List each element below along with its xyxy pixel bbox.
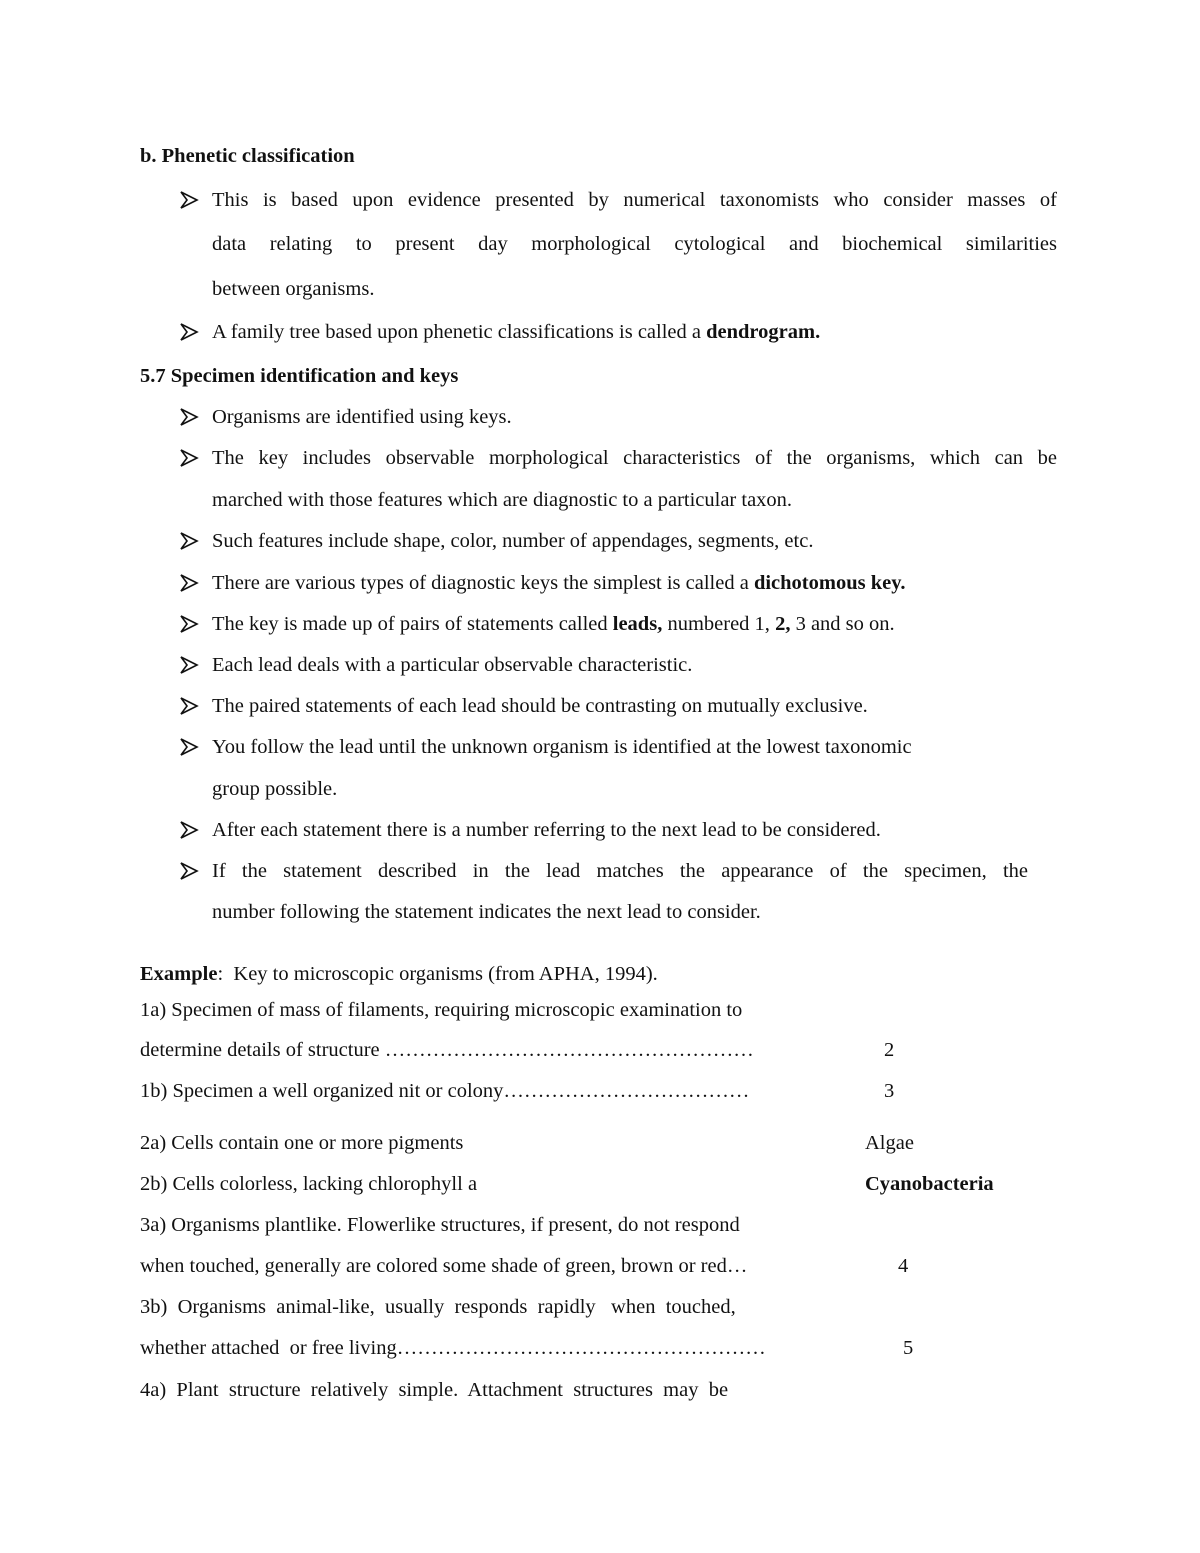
key-result: Cyanobacteria xyxy=(865,1173,994,1195)
bullet-text: Such features include shape, color, number of appendages, segments, etc. xyxy=(212,530,814,552)
key-next-lead-number: 4 xyxy=(898,1255,909,1277)
bullet-text: Organisms are identified using keys. xyxy=(212,406,512,428)
bullet-arrow-icon xyxy=(179,655,199,675)
key-line-3a-cont: when touched, generally are colored some shade of green, brown or red… xyxy=(140,1255,748,1277)
bullet-arrow-icon xyxy=(179,861,199,881)
bullet-text: group possible. xyxy=(212,778,338,800)
key-line-2b: 2b) Cells colorless, lacking chlorophyll a xyxy=(140,1173,478,1195)
key-line-1b: 1b) Specimen a well organized nit or colony……………………………… xyxy=(140,1080,750,1102)
bold-term: leads, xyxy=(612,613,663,635)
key-line-2a: 2a) Cells contain one or more pigments xyxy=(140,1132,464,1154)
key-line-1a: 1a) Specimen of mass of filaments, requiring microscopic examination to xyxy=(140,999,743,1021)
bullet-arrow-icon xyxy=(179,737,199,757)
bullet-text: If the statement described in the lead matches the appearance of the specimen, the xyxy=(212,860,1028,882)
section-heading-phenetic: b. Phenetic classification xyxy=(140,145,355,167)
key-result: Algae xyxy=(865,1132,914,1154)
bullet-arrow-icon xyxy=(179,322,199,342)
bullet-text: After each statement there is a number referring to the next lead to be considered. xyxy=(212,819,881,841)
bullet-text: number following the statement indicates the next lead to consider. xyxy=(212,901,761,923)
key-line-3b: 3b) Organisms animal-like, usually responds rapidly when touched, xyxy=(140,1296,736,1318)
key-line-1a-cont: determine details of structure ……………………………………………… xyxy=(140,1039,754,1061)
example-label: Example xyxy=(140,963,218,985)
bullet-text: The key is made up of pairs of statements called leads, numbered 1, 2, 3 and so on. xyxy=(212,613,895,635)
bullet-text: You follow the lead until the unknown organism is identified at the lowest taxonomic xyxy=(212,736,912,758)
section-heading-keys: 5.7 Specimen identification and keys xyxy=(140,365,459,387)
bullet-arrow-icon xyxy=(179,407,199,427)
bullet-arrow-icon xyxy=(179,696,199,716)
key-next-lead-number: 2 xyxy=(884,1039,895,1061)
key-line-3b-cont: whether attached or free living……………………………………………… xyxy=(140,1337,766,1359)
bullet-arrow-icon xyxy=(179,531,199,551)
bullet-text: data relating to present day morphological cytological and biochemical similarities xyxy=(212,233,1057,255)
key-line-4a: 4a) Plant structure relatively simple. Attachment structures may be xyxy=(140,1379,729,1401)
bullet-text: between organisms. xyxy=(212,278,375,300)
bullet-arrow-icon xyxy=(179,573,199,593)
key-next-lead-number: 5 xyxy=(903,1337,914,1359)
key-next-lead-number: 3 xyxy=(884,1080,895,1102)
example-intro: Example: Key to microscopic organisms (from APHA, 1994). xyxy=(140,963,658,985)
bullet-text: Each lead deals with a particular observable characteristic. xyxy=(212,654,693,676)
bullet-text: This is based upon evidence presented by numerical taxonomists who consider masses of xyxy=(212,189,1057,211)
bullet-arrow-icon xyxy=(179,448,199,468)
bullet-text: There are various types of diagnostic keys the simplest is called a dichotomous key. xyxy=(212,572,906,594)
bullet-arrow-icon xyxy=(179,820,199,840)
bullet-arrow-icon xyxy=(179,190,199,210)
bold-term: dichotomous key. xyxy=(753,572,906,594)
bullet-text: A family tree based upon phenetic classifications is called a dendrogram. xyxy=(212,321,821,343)
bold-term: dendrogram. xyxy=(706,321,821,343)
key-line-3a: 3a) Organisms plantlike. Flowerlike structures, if present, do not respond xyxy=(140,1214,740,1236)
bullet-text: marched with those features which are diagnostic to a particular taxon. xyxy=(212,489,793,511)
bold-term: 2, xyxy=(775,613,791,635)
bullet-text: The paired statements of each lead should be contrasting on mutually exclusive. xyxy=(212,695,868,717)
bullet-arrow-icon xyxy=(179,614,199,634)
bullet-text: The key includes observable morphological characteristics of the organisms, which can be xyxy=(212,447,1057,469)
